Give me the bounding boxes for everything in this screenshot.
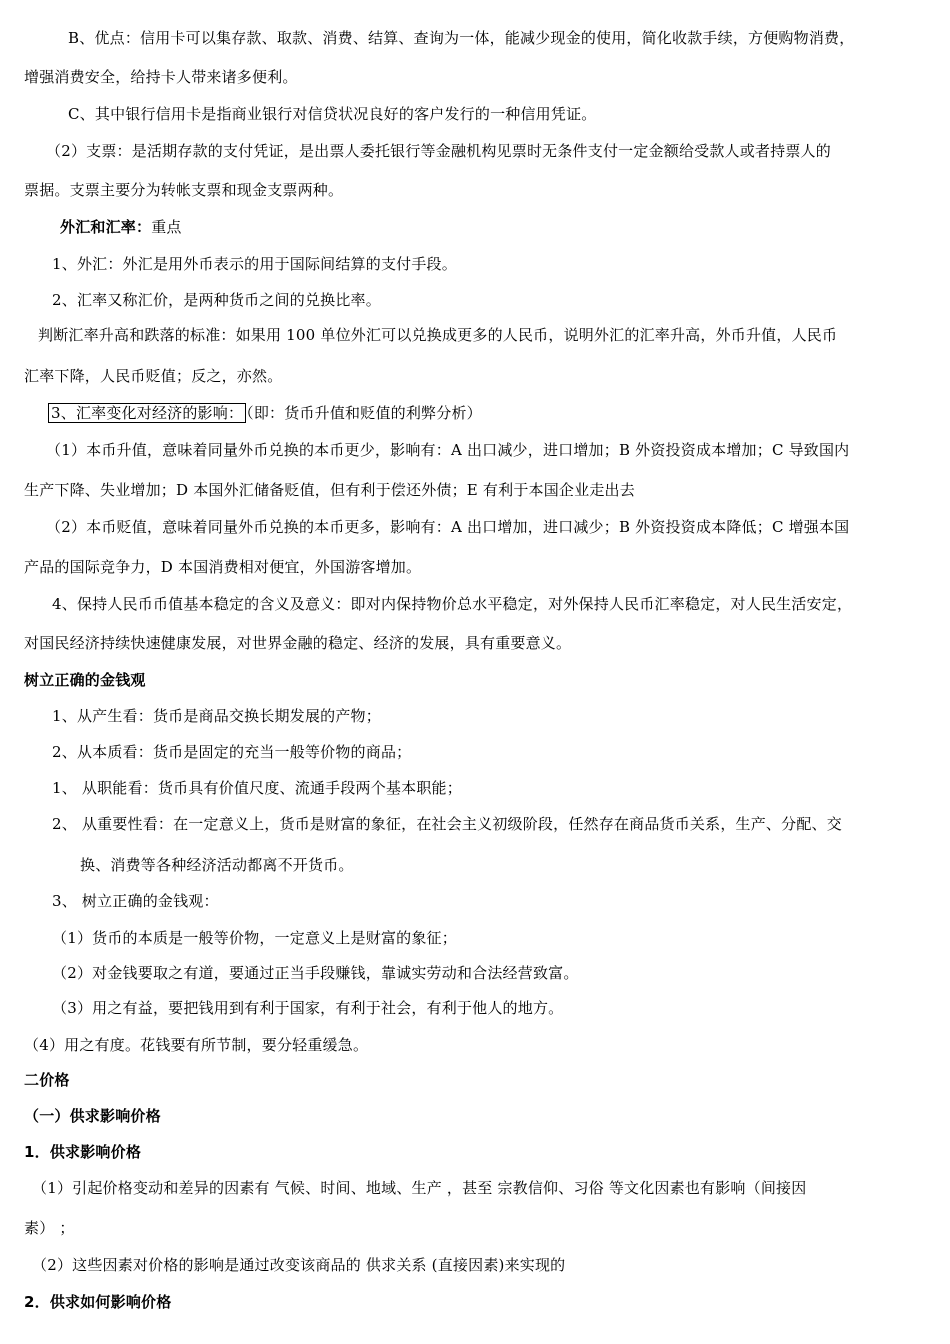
section-heading: 二价格 [24, 1071, 70, 1089]
paragraph-line: （2）支票：是活期存款的支付凭证，是出票人委托银行等金融机构见票时无条件支付一定金额给受款人或者持票人的 [46, 142, 831, 160]
paragraph-text: （即：货币升值和贬值的利弊分析） [246, 404, 482, 422]
paragraph-line: 2、 从重要性看：在一定意义上，货币是财富的象征，在社会主义初级阶段，任然存在商品货币关系，生产、分配、交 [52, 815, 842, 833]
paragraph-line: 1、从产生看：货币是商品交换长期发展的产物； [52, 707, 381, 725]
paragraph-line: 2、汇率又称汇价，是两种货币之间的兑换比率。 [52, 291, 381, 309]
subsection-heading: 2．供求如何影响价格 [24, 1293, 172, 1311]
subsection-heading: 1．供求影响价格 [24, 1143, 142, 1161]
paragraph-line: 3、 树立正确的金钱观： [52, 892, 219, 910]
boxed-label: 3、汇率变化对经济的影响： [48, 403, 246, 423]
paragraph-line: 素） ； [24, 1219, 75, 1237]
paragraph-line: C、其中银行信用卡是指商业银行对信贷状况良好的客户发行的一种信用凭证。 [68, 105, 597, 123]
heading-text: 外汇和汇率： [60, 218, 152, 236]
paragraph-line: （2）这些因素对价格的影响是通过改变该商品的 供求关系 (直接因素)来实现的 [32, 1256, 566, 1274]
paragraph-line: 生产下降、失业增加；D 本国外汇储备贬值，但有利于偿还外债；E 有利于本国企业走出去 [24, 481, 635, 499]
subsection-heading: （一）供求影响价格 [24, 1107, 161, 1125]
paragraph-line: 增强消费安全，给持卡人带来诸多便利。 [24, 68, 298, 86]
paragraph-line: 2、从本质看：货币是固定的充当一般等价物的商品； [52, 743, 412, 761]
paragraph-line: （1）引起价格变动和差异的因素有 气候、时间、地域、生产 ，甚至 宗教信仰、习俗 等文化因素也有影响（间接因 [32, 1179, 807, 1197]
paragraph-line: （3）用之有益，要把钱用到有利于国家，有利于社会，有利于他人的地方。 [52, 999, 564, 1017]
paragraph-line: 1、 从职能看：货币具有价值尺度、流通手段两个基本职能； [52, 779, 462, 797]
section-heading: 树立正确的金钱观 [24, 671, 146, 689]
paragraph-line: （1）本币升值，意味着同量外币兑换的本币更少，影响有：A 出口减少，进口增加；B 外资投资成本增加；C 导致国内 [46, 441, 850, 459]
paragraph-line: （1）货币的本质是一般等价物，一定意义上是财富的象征； [52, 929, 457, 947]
paragraph-line: （4）用之有度。花钱要有所节制，要分轻重缓急。 [24, 1036, 369, 1054]
paragraph-line: 对国民经济持续快速健康发展，对世界金融的稳定、经济的发展，具有重要意义。 [24, 634, 572, 652]
paragraph-line: 汇率下降，人民币贬值；反之，亦然。 [24, 367, 283, 385]
paragraph-line: 产品的国际竞争力，D 本国消费相对便宜，外国游客增加。 [24, 558, 422, 576]
paragraph-line: （2）本币贬值，意味着同量外币兑换的本币更多，影响有：A 出口增加，进口减少；B 外资投资成本降低；C 增强本国 [46, 518, 850, 536]
heading-note: 重点 [151, 218, 182, 236]
paragraph-line: 换、消费等各种经济活动都离不开货币。 [80, 856, 354, 874]
paragraph-line: （2）对金钱要取之有道，要通过正当手段赚钱，靠诚实劳动和合法经营致富。 [52, 964, 579, 982]
paragraph-line: 票据。支票主要分为转帐支票和现金支票两种。 [24, 181, 344, 199]
paragraph-line: 1、外汇：外汇是用外币表示的用于国际间结算的支付手段。 [52, 255, 457, 273]
paragraph-line: 4、保持人民币币值基本稳定的含义及意义：即对内保持物价总水平稳定，对外保持人民币汇率稳定，对人民生活安定， [52, 595, 853, 613]
section-heading [60, 217, 182, 237]
paragraph-line [48, 403, 482, 423]
paragraph-line: B、优点：信用卡可以集存款、取款、消费、结算、查询为一体，能减少现金的使用，简化收款手续，方便购物消费， [68, 29, 855, 47]
paragraph-line: 判断汇率升高和跌落的标准：如果用 100 单位外汇可以兑换成更多的人民币，说明外汇的汇率升高，外币升值，人民币 [38, 326, 838, 344]
